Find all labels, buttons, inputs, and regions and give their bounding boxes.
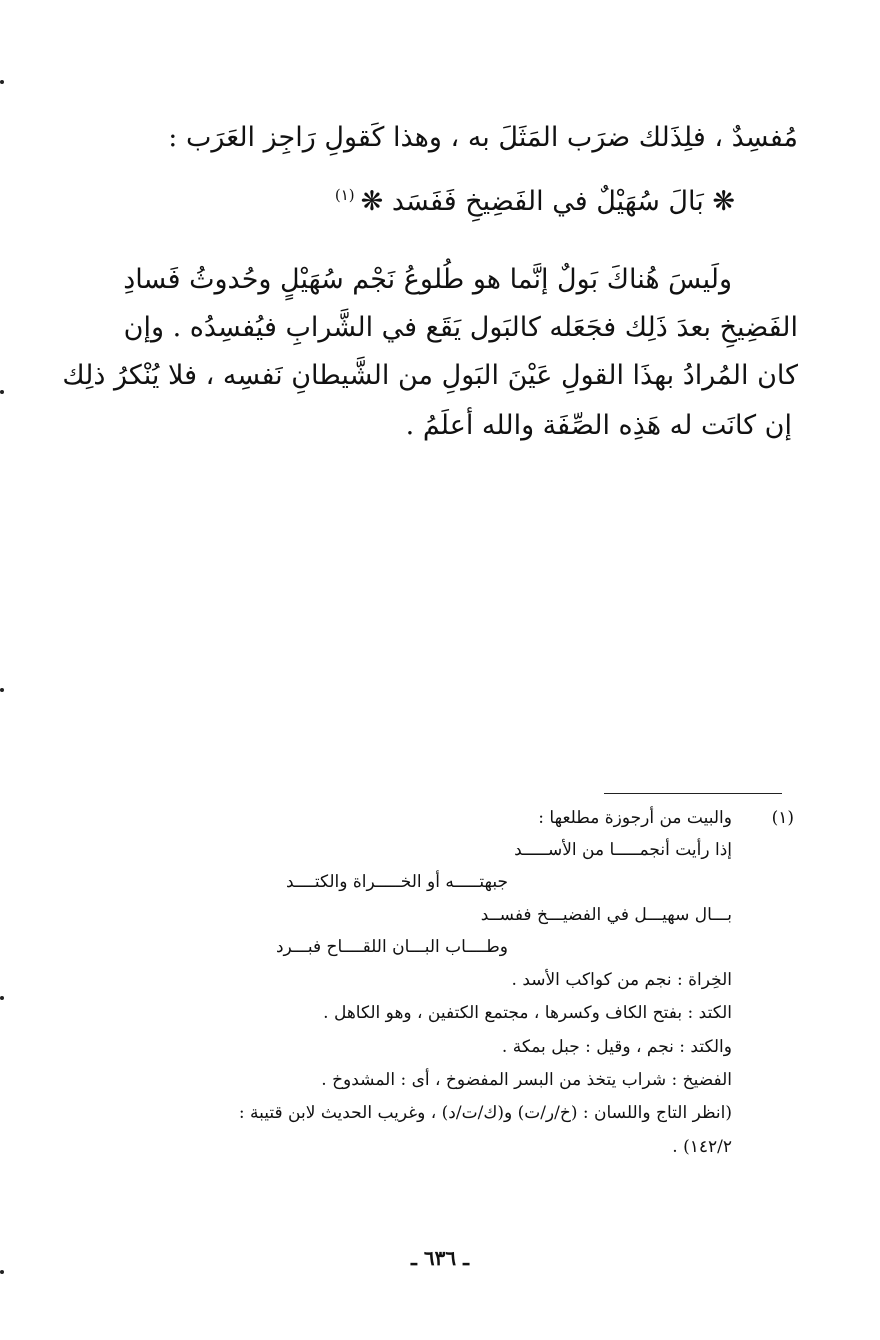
verse-text: ❋ بَالَ سُهَيْلٌ في الفَضِيخِ فَفَسَد ❋ bbox=[360, 186, 735, 217]
main-text-line-1: مُفسِدٌ ، فلِذَلك ضرَب المَثَلَ به ، وهذا كَقولِ رَاجِز العَرَب : bbox=[168, 122, 798, 153]
footnote-line-11: ١٤٢/٢) . bbox=[672, 1137, 732, 1157]
footnote-line-7: الكتد : بفتح الكاف وكسرها ، مجتمع الكتفين ، وهو الكاهل . bbox=[323, 1003, 732, 1023]
footnote-line-3: جبهتـــــه أو الخـــــراة والكتــــد bbox=[285, 872, 508, 892]
footnote-number: (١) bbox=[771, 808, 794, 828]
page-number: ـ ٦٣٦ ـ bbox=[411, 1246, 469, 1270]
footnote-separator bbox=[604, 793, 782, 794]
footnote-line-9: الفضيخ : شراب يتخذ من البسر المفضوخ ، أى : المشدوخ . bbox=[321, 1070, 732, 1090]
footnote-line-10: (انظر التاج واللسان : (خ/ر/ت) و(ك/ت/د) ، وغريب الحديث لابن قتيبة : bbox=[238, 1103, 732, 1123]
footnote-line-4: بـــال سهيـــل في الفضيـــخ ففســد bbox=[480, 905, 732, 925]
paragraph-line-2: الفَضِيخِ بعدَ ذَلِك فجَعَله كالبَول يَقَع في الشَّرابِ فيُفسِدُه . وإن bbox=[123, 312, 798, 343]
footnote-line-2: إذا رأيت أنجمـــــا من الأســـــد bbox=[514, 840, 732, 860]
scan-edge-mark bbox=[0, 688, 4, 692]
footnote-line-6: الخِراة : نجم من كواكب الأسد . bbox=[511, 970, 732, 990]
footnote-line-8: والكتد : نجم ، وقيل : جبل بمكة . bbox=[501, 1037, 732, 1057]
footnote-line-1: والبيت من أرجوزة مطلعها : bbox=[538, 808, 732, 828]
verse-footnote-ref: (١) bbox=[334, 186, 355, 204]
paragraph-line-3: كان المُرادُ بهذَا القولِ عَيْنَ البَولِ من الشَّيطانِ نَفسِه ، فلا يُنْكرُ ذلِك bbox=[62, 360, 798, 391]
scan-edge-mark bbox=[0, 996, 4, 1000]
scan-edge-mark bbox=[0, 390, 4, 394]
scan-edge-mark bbox=[0, 80, 4, 84]
verse-line bbox=[335, 186, 735, 217]
paragraph-line-1: ولَيسَ هُناكَ بَولٌ إنَّما هو طُلوعُ نَجْم سُهَيْلٍ وحُدوثُ فَسادِ bbox=[123, 264, 732, 295]
footnote-line-5: وطــــاب البـــان اللقــــاح فبـــرد bbox=[275, 937, 508, 957]
paragraph-line-4: إن كانَت له هَذِه الصِّفَة والله أعلَمُ . bbox=[405, 410, 792, 441]
scan-edge-mark bbox=[0, 1270, 4, 1274]
